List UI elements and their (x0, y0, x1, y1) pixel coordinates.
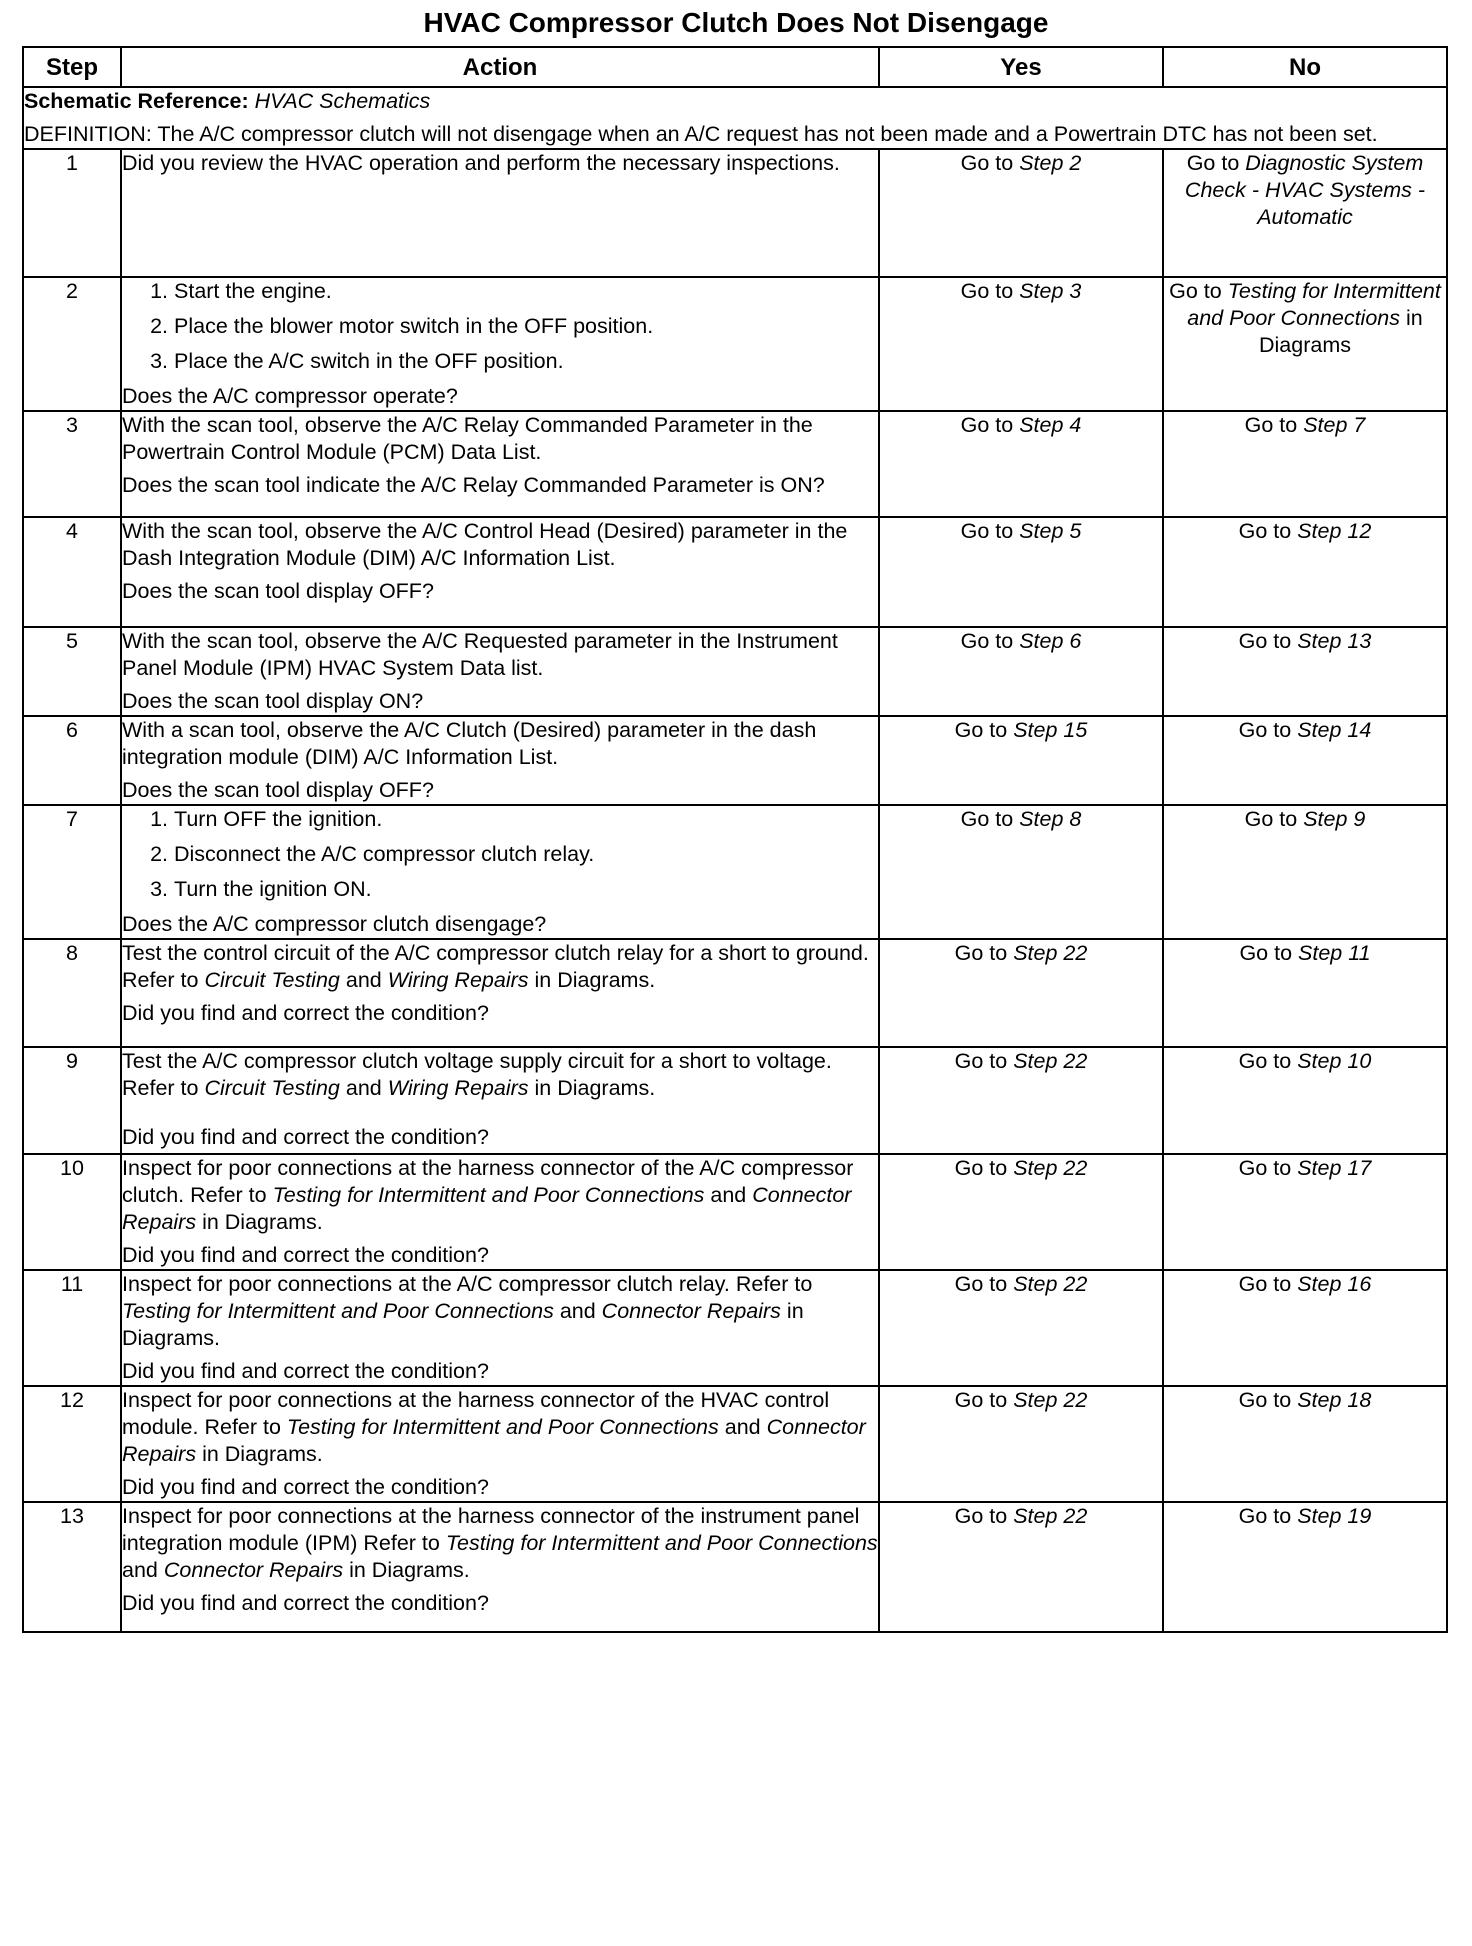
yes-cell (879, 517, 1163, 627)
yes-cell (879, 1502, 1163, 1632)
goto-target: Testing for Intermittent and Poor Connections (1187, 279, 1441, 330)
text-run: Did you find and correct the condition? (122, 1243, 489, 1267)
text-run: Test the A/C compressor clutch voltage supply circuit for a short to voltage. Refer to (122, 1049, 832, 1100)
goto-target: Step 5 (1019, 519, 1082, 543)
action-text (122, 1155, 878, 1236)
no-cell (1163, 1502, 1447, 1632)
action-text (122, 1000, 878, 1027)
goto-prefix: Go to (954, 1049, 1014, 1073)
definition-text: DEFINITION: The A/C compressor clutch will not disengage when an A/C request has not been made and a Powertrain DTC has not been set. (24, 122, 1378, 146)
no-cell (1163, 1386, 1447, 1502)
goto-target: Step 22 (1013, 1156, 1088, 1180)
schematic-reference (24, 88, 1446, 115)
goto-prefix: Go to (954, 1272, 1014, 1296)
no-cell (1163, 805, 1447, 939)
action-cell (121, 716, 879, 805)
text-run: in Diagrams. (528, 1076, 656, 1100)
goto-target: Step 22 (1013, 1388, 1088, 1412)
text-run: in Diagrams. (196, 1442, 323, 1466)
header-yes: Yes (879, 47, 1163, 87)
yes-cell (879, 716, 1163, 805)
goto-target: Step 22 (1013, 1049, 1088, 1073)
goto-prefix: Go to (1238, 1272, 1298, 1296)
goto-prefix: in Diagrams (1259, 306, 1423, 357)
action-cell (121, 1502, 879, 1632)
info-row (23, 87, 1447, 149)
goto-prefix: Go to (954, 1388, 1014, 1412)
goto-prefix: Go to (1169, 279, 1228, 303)
yes-cell (879, 1047, 1163, 1154)
text-run: Did you find and correct the condition? (122, 1359, 489, 1383)
step-number: 1 (23, 149, 121, 277)
action-text (122, 717, 878, 771)
text-run: Did you find and correct the condition? (122, 1001, 489, 1025)
text-run: Does the scan tool display OFF? (122, 778, 434, 802)
goto-target: Step 16 (1297, 1272, 1372, 1296)
text-run: Did you find and correct the condition? (122, 1125, 489, 1149)
goto-prefix: Go to (1238, 629, 1298, 653)
goto-target: Step 11 (1298, 941, 1371, 965)
reference-link-text: Testing for Intermittent and Poor Connections (272, 1183, 705, 1207)
table-row (23, 805, 1447, 939)
text-run: Inspect for poor connections at the harness connector of the A/C compressor clutch. Refer to (122, 1156, 854, 1207)
no-cell (1163, 277, 1447, 411)
action-text (122, 1590, 878, 1617)
yes-cell (879, 149, 1163, 277)
schematic-value: HVAC Schematics (254, 89, 431, 113)
text-run: Did you find and correct the condition? (122, 1591, 489, 1615)
no-cell (1163, 1270, 1447, 1386)
text-run: and (339, 1076, 388, 1100)
goto-target: Step 12 (1297, 519, 1372, 543)
action-text (122, 150, 878, 177)
header-action: Action (121, 47, 879, 87)
no-cell (1163, 939, 1447, 1047)
action-cell (121, 1047, 879, 1154)
text-run: and (704, 1183, 753, 1207)
action-text (122, 1124, 878, 1151)
table-row (23, 627, 1447, 716)
text-run: and (553, 1299, 602, 1323)
text-run: With a scan tool, observe the A/C Clutch (Desired) parameter in the dash integration module (DIM) A/C Information List. (122, 718, 817, 769)
goto-prefix: Go to (954, 1156, 1014, 1180)
action-text (122, 1387, 878, 1468)
action-cell (121, 1270, 879, 1386)
action-text (122, 1358, 878, 1385)
step-number: 9 (23, 1047, 121, 1154)
action-text (122, 777, 878, 804)
goto-prefix: Go to (1239, 941, 1299, 965)
action-step-item: 3. Place the A/C switch in the OFF position. (174, 348, 878, 375)
reference-link-text: Connector Repairs (122, 1183, 852, 1234)
text-run: With the scan tool, observe the A/C Requested parameter in the Instrument Panel Module (IPM) HVAC System Data list. (122, 629, 838, 680)
table-header-row (23, 47, 1447, 87)
step-number: 12 (23, 1386, 121, 1502)
action-step-item: 3. Turn the ignition ON. (174, 876, 878, 903)
yes-cell (879, 1386, 1163, 1502)
action-cell (121, 277, 879, 411)
page-title: HVAC Compressor Clutch Does Not Disengage (423, 7, 1049, 38)
text-run: and (339, 968, 388, 992)
goto-target: Step 15 (1013, 718, 1088, 742)
reference-link-text: Connector Repairs (601, 1299, 781, 1323)
goto-target: Step 22 (1013, 941, 1088, 965)
no-cell (1163, 716, 1447, 805)
reference-link-text: Connector Repairs (163, 1558, 344, 1582)
no-cell (1163, 1047, 1447, 1154)
goto-prefix: Go to (1186, 151, 1246, 175)
info-cell (23, 87, 1447, 149)
yes-cell (879, 939, 1163, 1047)
action-text (122, 1503, 878, 1584)
text-run: Does the scan tool display ON? (122, 689, 424, 713)
reference-link-text: Testing for Intermittent and Poor Connections (445, 1531, 878, 1555)
action-text (122, 472, 878, 499)
yes-cell (879, 411, 1163, 517)
goto-prefix: Go to (1244, 807, 1304, 831)
step-number: 8 (23, 939, 121, 1047)
goto-prefix: Go to (1238, 1156, 1298, 1180)
header-step: Step (23, 47, 121, 87)
table-row (23, 939, 1447, 1047)
action-cell (121, 939, 879, 1047)
goto-target: Step 4 (1019, 413, 1082, 437)
text-run: in Diagrams. (122, 1299, 804, 1350)
no-cell (1163, 517, 1447, 627)
goto-prefix: Go to (1244, 413, 1304, 437)
text-run: With the scan tool, observe the A/C Control Head (Desired) parameter in the Dash Integration Module (DIM) A/C Information List. (122, 519, 848, 570)
diagnostic-table (22, 46, 1448, 1633)
step-number: 2 (23, 277, 121, 411)
table-row (23, 517, 1447, 627)
action-cell (121, 1154, 879, 1270)
reference-link-text: Connector Repairs (122, 1415, 866, 1466)
table-row (23, 1047, 1447, 1154)
action-cell (121, 1386, 879, 1502)
goto-target: Step 6 (1019, 629, 1082, 653)
yes-cell (879, 277, 1163, 411)
step-number: 6 (23, 716, 121, 805)
text-run: and (122, 1558, 164, 1582)
action-step-item: 2. Disconnect the A/C compressor clutch relay. (174, 841, 878, 868)
goto-prefix: Go to (1238, 1049, 1298, 1073)
action-text (122, 383, 878, 410)
no-cell (1163, 411, 1447, 517)
goto-prefix: Go to (960, 279, 1020, 303)
table-row (23, 1502, 1447, 1632)
table-row (23, 149, 1447, 277)
no-cell (1163, 627, 1447, 716)
reference-link-text: Testing for Intermittent and Poor Connections (122, 1299, 554, 1323)
text-run: Did you review the HVAC operation and perform the necessary inspections. (122, 151, 840, 175)
table-row (23, 1270, 1447, 1386)
step-number: 11 (23, 1270, 121, 1386)
goto-target: Step 22 (1013, 1504, 1088, 1528)
goto-prefix: Go to (954, 718, 1014, 742)
header-no: No (1163, 47, 1447, 87)
text-run: in Diagrams. (196, 1210, 323, 1234)
action-text (122, 1048, 878, 1102)
step-number: 13 (23, 1502, 121, 1632)
no-cell (1163, 149, 1447, 277)
action-step-item: 1. Start the engine. (174, 278, 878, 305)
no-cell (1163, 1154, 1447, 1270)
goto-prefix: Go to (960, 519, 1020, 543)
step-number: 5 (23, 627, 121, 716)
action-step-item: 2. Place the blower motor switch in the OFF position. (174, 313, 878, 340)
goto-target: Step 7 (1303, 413, 1366, 437)
action-text (122, 1242, 878, 1269)
goto-target: Step 2 (1019, 151, 1082, 175)
action-text (122, 578, 878, 605)
action-text (122, 1271, 878, 1352)
step-number: 4 (23, 517, 121, 627)
action-text (122, 628, 878, 682)
action-text (122, 911, 878, 938)
reference-link-text: Testing for Intermittent and Poor Connections (286, 1415, 719, 1439)
goto-prefix: Go to (1238, 1504, 1298, 1528)
reference-link-text: Wiring Repairs (387, 968, 529, 992)
text-run: and (718, 1415, 767, 1439)
action-steps-list (122, 806, 878, 903)
table-row (23, 1154, 1447, 1270)
table-row (23, 277, 1447, 411)
goto-prefix: Go to (954, 941, 1014, 965)
action-text (122, 940, 878, 994)
text-run: Test the control circuit of the A/C compressor clutch relay for a short to ground. Refer to (122, 941, 869, 992)
action-text (122, 688, 878, 715)
yes-cell (879, 1154, 1163, 1270)
text-run: With the scan tool, observe the A/C Relay Commanded Parameter in the Powertrain Control Module (PCM) Data List. (122, 413, 813, 464)
goto-target: Step 8 (1019, 807, 1082, 831)
text-run: Inspect for poor connections at the harness connector of the instrument panel integration module (IPM) Refer to (122, 1504, 860, 1555)
text-run: in Diagrams. (343, 1558, 470, 1582)
text-run: Does the scan tool indicate the A/C Relay Commanded Parameter is ON? (122, 473, 825, 497)
text-run: in Diagrams. (528, 968, 656, 992)
goto-target: Step 13 (1297, 629, 1372, 653)
goto-prefix: Go to (1238, 718, 1298, 742)
goto-prefix: Go to (954, 1504, 1014, 1528)
action-text (122, 518, 878, 572)
goto-target: Step 3 (1019, 279, 1082, 303)
goto-prefix: Go to (1238, 1388, 1298, 1412)
goto-prefix: Go to (960, 807, 1020, 831)
action-cell (121, 627, 879, 716)
schematic-label: Schematic Reference: (24, 89, 249, 113)
goto-target: Diagnostic System Check - HVAC Systems - Automatic (1184, 151, 1426, 229)
reference-link-text: Circuit Testing (204, 1076, 340, 1100)
step-number: 7 (23, 805, 121, 939)
action-cell (121, 411, 879, 517)
yes-cell (879, 627, 1163, 716)
text-run: Does the scan tool display OFF? (122, 579, 434, 603)
step-number: 3 (23, 411, 121, 517)
table-row (23, 411, 1447, 517)
text-run: Did you find and correct the condition? (122, 1475, 489, 1499)
goto-target: Step 18 (1297, 1388, 1372, 1412)
goto-target: Step 17 (1297, 1156, 1372, 1180)
action-cell (121, 805, 879, 939)
table-row (23, 1386, 1447, 1502)
text-run: Does the A/C compressor clutch disengage? (122, 912, 547, 936)
goto-target: Step 9 (1303, 807, 1366, 831)
action-steps-list (122, 278, 878, 375)
text-run: Does the A/C compressor operate? (122, 384, 458, 408)
goto-target: Step 10 (1297, 1049, 1372, 1073)
goto-target: Step 14 (1297, 718, 1372, 742)
reference-link-text: Wiring Repairs (387, 1076, 529, 1100)
action-text (122, 1474, 878, 1501)
reference-link-text: Circuit Testing (204, 968, 340, 992)
text-run: Inspect for poor connections at the harness connector of the HVAC control module. Refer to (122, 1388, 830, 1439)
goto-target: Step 22 (1013, 1272, 1088, 1296)
goto-prefix: Go to (960, 629, 1020, 653)
action-step-item: 1. Turn OFF the ignition. (174, 806, 878, 833)
yes-cell (879, 805, 1163, 939)
table-row (23, 716, 1447, 805)
goto-target: Step 19 (1297, 1504, 1372, 1528)
action-cell (121, 149, 879, 277)
action-cell (121, 517, 879, 627)
goto-prefix: Go to (960, 413, 1020, 437)
text-run: Inspect for poor connections at the A/C compressor clutch relay. Refer to (122, 1272, 813, 1296)
step-number: 10 (23, 1154, 121, 1270)
goto-prefix: Go to (960, 151, 1020, 175)
action-text (122, 412, 878, 466)
goto-prefix: Go to (1238, 519, 1298, 543)
yes-cell (879, 1270, 1163, 1386)
